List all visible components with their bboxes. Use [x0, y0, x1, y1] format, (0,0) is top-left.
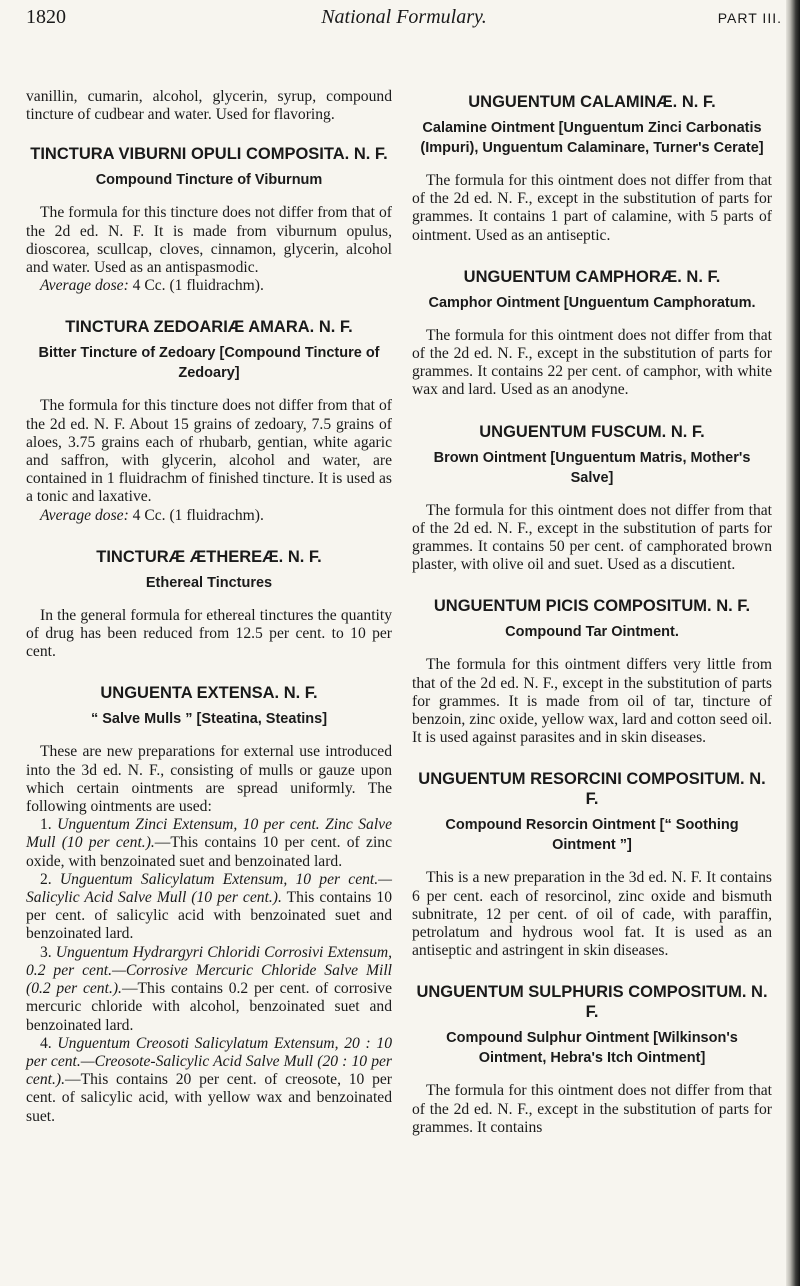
- entry-unguentum-fuscum: [412, 422, 772, 575]
- entry-body: In the general formula for ethereal tinctures the quantity of drug has been reduced from 12.5 per cent. to 10 per cent.: [26, 606, 392, 661]
- dose-line: [26, 277, 392, 295]
- entry-title: UNGUENTUM SULPHURIS COMPOSITUM. N. F.: [416, 983, 768, 1022]
- right-column: [412, 88, 772, 1137]
- item-text: This contains 10 per cent. of salicylic acid with benzoinated suet and benzoinated lard.: [26, 889, 392, 943]
- entry-subtitle: Compound Resorcin Ointment [“ Soothing Ointment ”]: [445, 817, 739, 854]
- entry-title: UNGUENTUM RESORCINI COMPOSITUM. N. F.: [418, 770, 766, 809]
- entry-title: UNGUENTA EXTENSA. N. F.: [100, 684, 318, 703]
- entry-subtitle: Camphor Ointment [Unguentum Camphoratum.: [428, 294, 756, 311]
- item-name: Unguentum Creosoti Salicylatum Extensum, 20 : 10 per cent.—Creosote-Salicylic Acid Salve Mull (20 : 10 per cent.).: [26, 1034, 392, 1089]
- entry-subtitle: Compound Tincture of Viburnum: [95, 172, 323, 189]
- page-number: 1820: [26, 6, 66, 28]
- item-text: —This contains 0.2 per cent. of corrosive mercuric chloride with alcohol, benzoinated suet and benzoinated lard.: [26, 980, 392, 1034]
- continued-paragraph: vanillin, cumarin, alcohol, glycerin, syrup, compound tincture of cudbear and water. Used for flavoring.: [26, 88, 392, 124]
- entry-title: UNGUENTUM FUSCUM. N. F.: [479, 422, 705, 441]
- list-item: [26, 1035, 392, 1126]
- entry-body: The formula for this ointment does not differ from that of the 2d ed. N. F., except in the substitution of parts for grammes. It contains 22 per cent. of camphor, with white wax and lard. Used as an anodyne.: [412, 326, 772, 399]
- entry-subtitle: Compound Sulphur Ointment [Wilkinson's Ointment, Hebra's Itch Ointment]: [446, 1030, 738, 1067]
- entry-body: The formula for this ointment differs very little from that of the 2d ed. N. F., except in the substitution of parts for grammes. It is made from oil of tar, tincture of benzoin, zinc oxide, yellow wax, lard and cotton seed oil. It is used against parasites and in skin diseases.: [412, 656, 772, 747]
- entry-body: The formula for this tincture does not differ from that of the 2d ed. N. F. About 15 grains of zedoary, 7.5 grains of aloes, 3.75 grains each of rhubarb, gentian, white agaric and saffron, with glycerin, alcohol and water, are contained in 1 fluidrachm of finished tincture. It is used as a tonic and laxative.: [26, 397, 392, 506]
- list-item: [26, 816, 392, 871]
- dose-value: 4 Cc. (1 fluidrachm).: [128, 506, 264, 524]
- dose-value: 4 Cc. (1 fluidrachm).: [128, 277, 264, 295]
- entry-subtitle: Brown Ointment [Unguentum Matris, Mother's Salve]: [433, 449, 751, 486]
- dose-line: [26, 507, 392, 525]
- item-name: Unguentum Hydrargyri Chloridi Corrosivi Extensum, 0.2 per cent.—Corrosive Mercuric Chloride Salve Mill (0.2 per cent.).: [26, 943, 392, 998]
- entry-unguentum-picis: [412, 596, 772, 747]
- dose-label: Average dose:: [40, 506, 129, 524]
- entry-title: UNGUENTUM PICIS COMPOSITUM. N. F.: [433, 597, 751, 616]
- item-text: —This contains 20 per cent. of creosote, 10 per cent. of salicylic acid, with yellow wax and benzoinated suet.: [26, 1071, 392, 1125]
- list-number: 2.: [40, 870, 60, 888]
- entry-subtitle: Ethereal Tinctures: [145, 574, 273, 591]
- entry-title: TINCTURA VIBURNI OPULI COMPOSITA. N. F.: [30, 145, 388, 164]
- entry-subtitle: Calamine Ointment [Unguentum Zinci Carbonatis (Impuri), Unguentum Calaminare, Turner's Cerate]: [420, 120, 764, 156]
- entry-title: TINCTURA ZEDOARIÆ AMARA. N. F.: [65, 318, 353, 337]
- entry-subtitle: Bitter Tincture of Zedoary [Compound Tincture of Zedoary]: [38, 345, 380, 382]
- entry-body: The formula for this ointment does not differ from that of the 2d ed. N. F., except in the substitution of parts for grammes. It contains 50 per cent. of camphorated brown plaster, with olive oil and suet. Used as a discutient.: [412, 501, 772, 574]
- entry-unguentum-resorcini: [412, 769, 772, 960]
- list-item: [26, 944, 392, 1035]
- entry-unguentum-sulphuris: [412, 982, 772, 1137]
- entry-body: The formula for this ointment does not differ from that of the 2d ed. N. F., except in the substitution of parts for grammes. It contains: [412, 1082, 772, 1136]
- item-name: Unguentum Zinci Extensum, 10 per cent. Zinc Salve Mull (10 per cent.).: [26, 816, 393, 852]
- entry-title: UNGUENTUM CAMPHORÆ. N. F.: [463, 267, 721, 286]
- entry-body: This is a new preparation in the 3d ed. N. F. It contains 6 per cent. each of resorcinol, zinc oxide and bismuth subnitrate, 12 per cent. of oil of cade, with paraffin, petrolatum and hydrous wool fat. It is used as an antiseptic and astringent in skin diseases.: [412, 869, 772, 960]
- entry-title: TINCTURÆ ÆTHEREÆ. N. F.: [96, 547, 322, 566]
- entry-tinctura-zedoariae: [26, 317, 392, 524]
- entry-subtitle: Compound Tar Ointment.: [505, 624, 679, 641]
- item-text: —This contains 10 per cent. of zinc oxide, with benzoinated suet and benzoinated lard.: [26, 834, 392, 870]
- entry-body: The formula for this ointment does not differ from that of the 2d ed. N. F., except in the substitution of parts for grammes. It contains 1 part of calamine, with 5 parts of ointment. Used as an antiseptic.: [412, 172, 772, 244]
- part-label: PART III.: [717, 10, 782, 26]
- entry-subtitle: “ Salve Mulls ” [Steatina, Steatins]: [90, 711, 328, 728]
- list-number: 4.: [40, 1034, 58, 1052]
- list-number: 3.: [40, 943, 56, 961]
- item-name: Unguentum Salicylatum Extensum, 10 per cent.—Salicylic Acid Salve Mull (10 per cent.).: [26, 870, 393, 907]
- entry-tinctura-viburni: [26, 144, 392, 295]
- entry-title: UNGUENTUM CALAMINÆ. N. F.: [468, 93, 716, 111]
- entry-unguentum-camphorae: [412, 267, 772, 400]
- entry-tincturae-aethereae: [26, 547, 392, 662]
- dose-label: Average dose:: [40, 277, 129, 295]
- entry-body: The formula for this tincture does not differ from that of the 2d ed. N. F. It is made from viburnum opulus, dioscorea, scullcap, cloves, cinnamon, glycerin, alcohol and water. Used as an antispasmodic.: [26, 204, 392, 277]
- list-number: 1.: [40, 816, 58, 834]
- entry-body: These are new preparations for external use introduced into the 3d ed. N. F., consisting of mulls or gauze upon which certain ointments are spread uniformly. The following ointments are used:: [26, 743, 392, 816]
- running-title: National Formulary.: [321, 6, 487, 28]
- left-column: [26, 88, 392, 1126]
- entry-unguenta-extensa: [26, 683, 392, 1125]
- page-binding-edge: [786, 0, 800, 1286]
- list-item: [26, 871, 392, 944]
- entry-unguentum-calaminae: [412, 92, 772, 245]
- running-header: [26, 6, 782, 34]
